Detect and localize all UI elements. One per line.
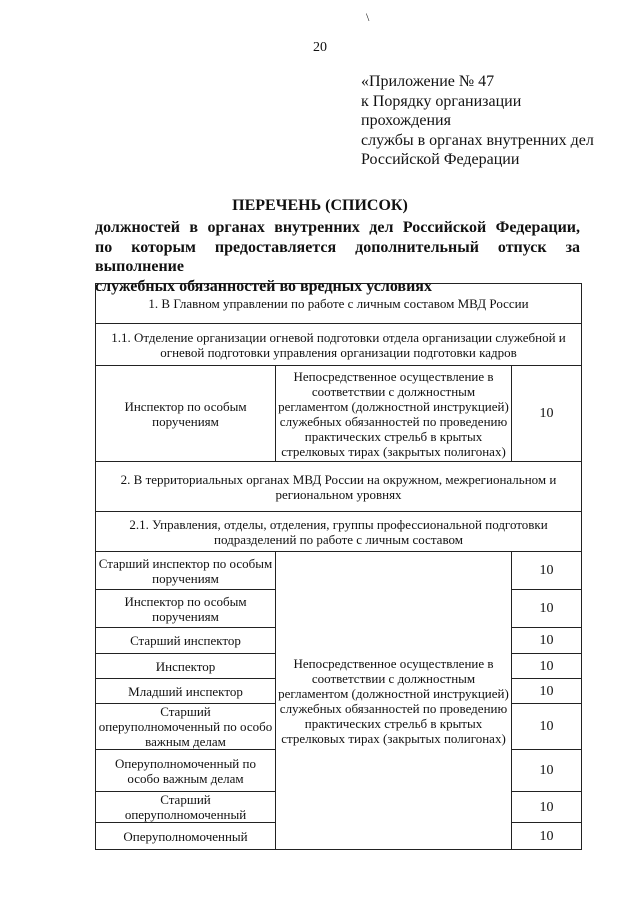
position-cell: Инспектор по особым поручениям: [96, 366, 276, 462]
appendix-line: «Приложение № 47: [361, 73, 495, 90]
position-cell: Инспектор по особым поручениям: [96, 590, 276, 628]
days-cell: 10: [512, 792, 582, 823]
position-cell: Старший оперуполномоченный по особо важным делам: [96, 704, 276, 750]
section-heading: 1. В Главном управлении по работе с личным составом МВД России: [96, 284, 582, 324]
section-heading: 2. В территориальных органах МВД России на окружном, межрегиональном и региональном уровнях: [96, 462, 582, 512]
subtitle-line: служебных обязанностей во вредных условиях: [95, 277, 432, 295]
days-cell: 10: [512, 590, 582, 628]
positions-table: [95, 283, 582, 850]
position-cell: Старший инспектор по особым поручениям: [96, 552, 276, 590]
days-cell: 10: [512, 552, 582, 590]
subtitle-line: по которым предоставляется дополнительный отпуск за выполнение: [95, 238, 580, 275]
page-number: 20: [313, 40, 327, 55]
days-cell: 10: [512, 628, 582, 654]
appendix-line: прохождения: [361, 112, 451, 129]
subtitle-line: должностей в органах внутренних дел Российской Федерации,: [95, 219, 580, 236]
position-cell: Инспектор: [96, 654, 276, 679]
days-cell: 10: [512, 823, 582, 850]
top-mark: \: [366, 10, 370, 24]
days-cell: 10: [512, 679, 582, 704]
appendix-line: Российской Федерации: [361, 151, 520, 168]
condition-cell: Непосредственное осуществление в соответствии с должностным регламентом (должностной инструкцией) служебных обязанностей по проведению практических стрельб в крытых стрелковых тирах (закрытых полигонах): [276, 366, 512, 462]
appendix-header: [361, 72, 594, 170]
position-cell: Старший оперуполномоченный: [96, 792, 276, 823]
days-cell: 10: [512, 750, 582, 792]
position-cell: Оперуполномоченный по особо важным делам: [96, 750, 276, 792]
days-cell: 10: [512, 654, 582, 679]
condition-cell: Непосредственное осуществление в соответствии с должностным регламентом (должностной инструкцией) служебных обязанностей по проведению практических стрельб в крытых стрелковых тирах (закрытых полигонах): [276, 552, 512, 850]
position-cell: Младший инспектор: [96, 679, 276, 704]
position-cell: Оперуполномоченный: [96, 823, 276, 850]
days-cell: 10: [512, 704, 582, 750]
subsection-heading: 2.1. Управления, отделы, отделения, группы профессиональной подготовки подразделений по работе с личным составом: [96, 512, 582, 552]
document-title: ПЕРЕЧЕНЬ (СПИСОК): [232, 197, 408, 214]
subsection-heading: 1.1. Отделение организации огневой подготовки отдела организации служебной и огневой подготовки управления организации подготовки кадров: [96, 324, 582, 366]
appendix-line: к Порядку организации: [361, 92, 522, 110]
appendix-line: службы в органах внутренних дел: [361, 131, 594, 149]
days-cell: 10: [512, 366, 582, 462]
position-cell: Старший инспектор: [96, 628, 276, 654]
